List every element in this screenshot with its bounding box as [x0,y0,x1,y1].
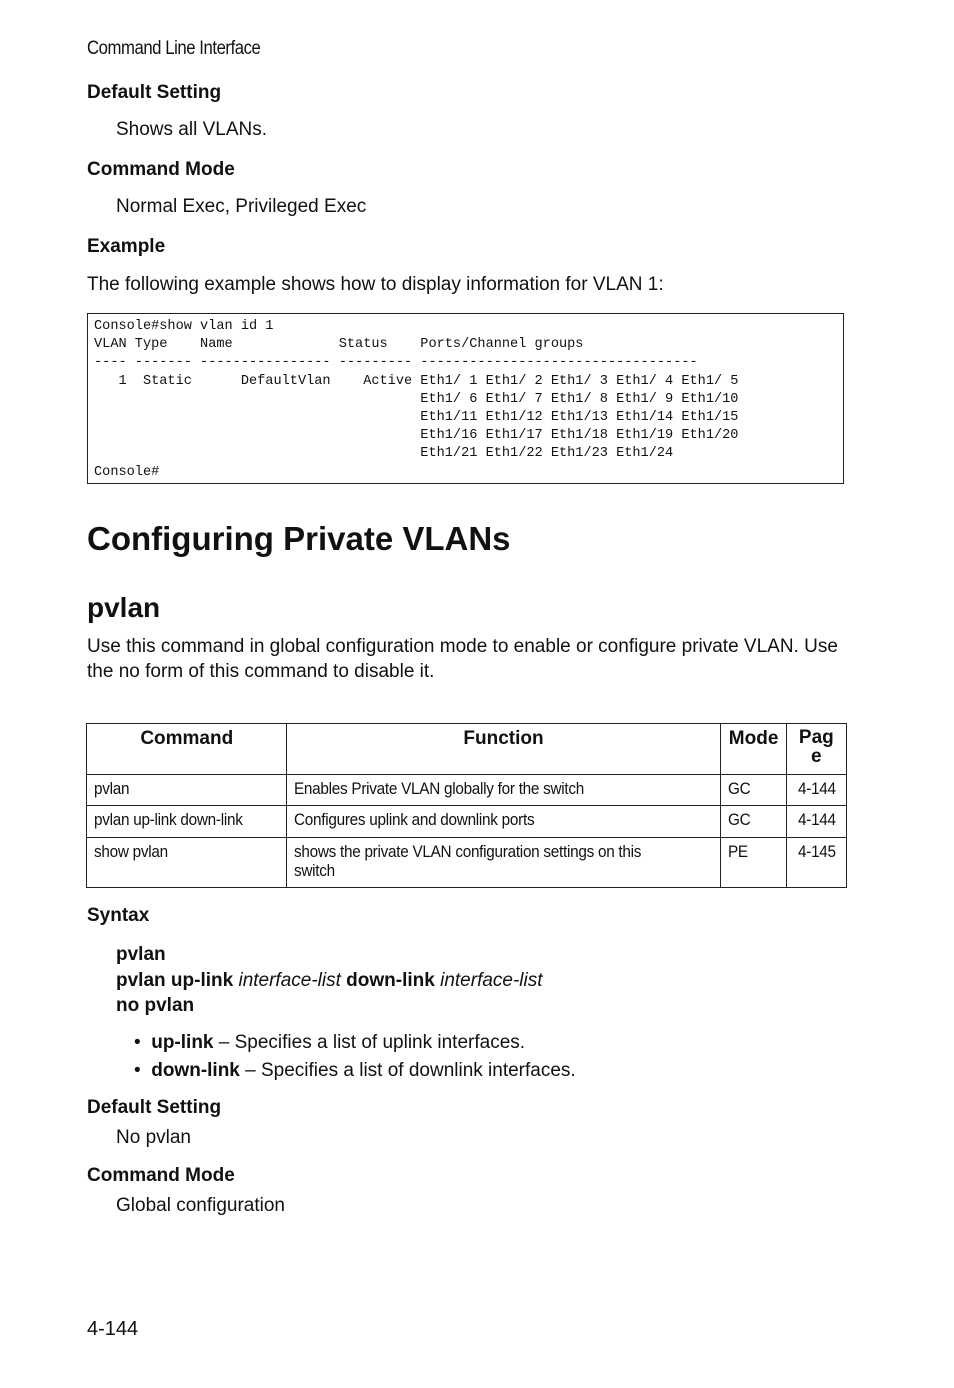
syntax-line-3: no pvlan [116,995,195,1016]
header-page: Page [786,724,846,775]
command-table [86,723,847,888]
syntax-bullets [134,1032,576,1088]
default-setting-text: Shows all VLANs. [116,119,268,140]
list-item [134,1032,576,1060]
bullet-desc: – Specifies a list of uplink interfaces. [213,1032,526,1053]
syntax-line-1: pvlan [116,944,166,965]
row-mode: GC [727,779,750,798]
row-function: Enables Private VLAN globally for the switch [293,779,584,798]
table-row [87,838,847,888]
row-page: 4-145 [797,842,836,861]
row-page: 4-144 [797,810,836,829]
command-mode-text: Normal Exec, Privileged Exec [116,196,367,217]
code-example: Console#show vlan id 1 VLAN Type Name Status Ports/Channel groups ---- ------- ---------------- --------- ---------------------------------- 1 Static DefaultVlan Active Eth1/ 1 Eth1/ 2 Eth1/ 3 Eth1/ 4 Eth1/ 5 Eth1/ 6 Eth1/ 7 Eth1/ 8 Eth1/ 9 Eth1/10 Eth1/11 Eth1/12 Eth1/13 Eth1/14 Eth1/15 Eth1/16 Eth1/17 Eth1/18 Eth1/19 Eth1/20 Eth1/21 Eth1/22 Eth1/23 Eth1/24 Console# [94,319,739,480]
bullet-term: down-link [151,1060,240,1081]
command-title: pvlan [87,592,161,623]
syntax-argument: interface-list [440,970,543,991]
bullet-dot: • [134,1032,152,1053]
syntax-keyword: pvlan up-link [116,970,234,991]
command-description: Use this command in global configuration mode to enable or configure private VLAN. Use the no form of this command to disable it. [87,636,838,682]
row-page: 4-144 [797,779,836,798]
header-function: Function [286,724,720,775]
bullet-term: up-link [151,1032,214,1053]
row-command: pvlan up-link down-link [94,810,243,829]
row-command: show pvlan [94,842,168,861]
bullet-desc: – Specifies a list of downlink interfaces. [239,1060,576,1081]
row-command: pvlan [94,779,130,798]
syntax-keyword: down-link [346,970,435,991]
row-mode: GC [727,810,750,829]
page-number: 4-144 [87,1318,139,1340]
command-mode-text-2: Global configuration [116,1195,285,1216]
example-intro: The following example shows how to display information for VLAN 1: [87,274,664,295]
row-function: shows the private VLAN configuration settings on this switch [293,842,641,880]
list-item [134,1060,576,1088]
example-heading: Example [87,236,166,257]
table-row [87,806,847,838]
bullet-dot: • [134,1060,152,1081]
table-row [87,775,847,806]
default-setting-heading-2: Default Setting [87,1097,222,1118]
row-mode: PE [727,842,748,861]
header-command: Command [87,724,287,775]
code-example-box [87,313,844,484]
running-header: Command Line Interface [87,38,261,59]
syntax-line-2 [116,970,543,992]
command-mode-heading: Command Mode [87,159,235,180]
section-title: Configuring Private VLANs [87,520,511,557]
row-function: Configures uplink and downlink ports [293,810,534,829]
header-mode: Mode [720,724,786,775]
default-setting-text-2: No pvlan [116,1127,191,1148]
syntax-heading: Syntax [87,905,150,926]
table-header-row [87,724,847,775]
command-mode-heading-2: Command Mode [87,1165,235,1186]
default-setting-heading: Default Setting [87,82,222,103]
syntax-argument: interface-list [238,970,341,991]
